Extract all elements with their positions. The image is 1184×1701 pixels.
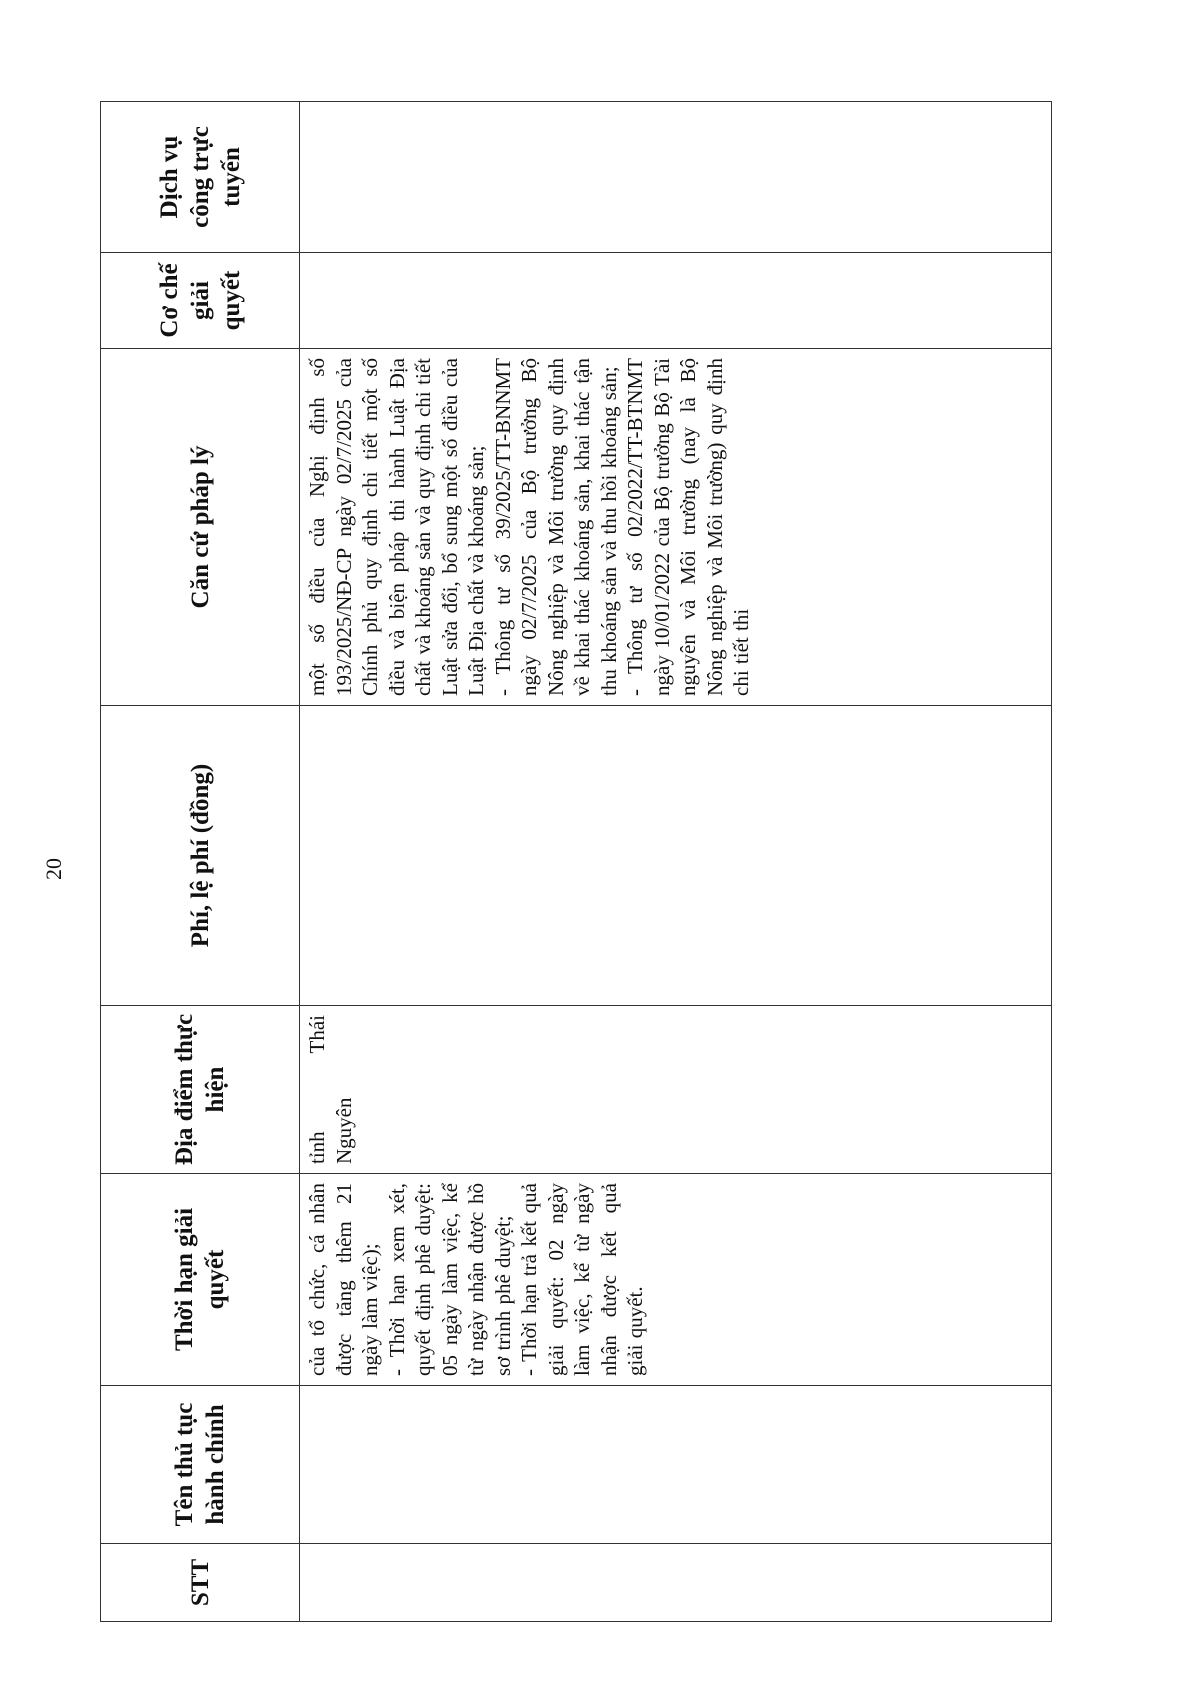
header-dia-diem: Địa điểm thực hiện [101, 1006, 300, 1174]
cell-co-che [300, 253, 1052, 349]
cell-can-cu-phap-ly [300, 349, 1052, 706]
header-ten-thu-tuc: Tên thủ tục hành chính [101, 1386, 300, 1544]
procedure-table [100, 101, 1052, 1622]
header-co-che: Cơ chế giải quyết [101, 253, 300, 349]
header-row [101, 102, 300, 1622]
cell-dich-vu [300, 102, 1052, 253]
thoi-han-para-1: của tổ chức, cá nhân được tăng thêm 21 ngày làm việc); [305, 1183, 382, 1376]
cell-stt [300, 1544, 1052, 1622]
thoi-han-para-2: - Thời hạn xem xét, quyết định phê duyệt: 05 ngày làm việc, kể từ ngày nhận được hồ sơ trình phê duyệt; [384, 1183, 515, 1376]
cell-phi-le-phi [300, 706, 1052, 1006]
cell-dia-diem [300, 1006, 1052, 1174]
header-can-cu-phap-ly: Căn cứ pháp lý [101, 349, 300, 706]
procedure-table-sheet [100, 102, 1052, 1622]
cell-ten-thu-tuc [300, 1386, 1052, 1544]
can-cu-para-2: - Thông tư số 39/2025/TT-BNNMT ngày 02/7/2025 của Bộ trưởng Bộ Nông nghiệp và Môi trường quy định về khai thác khoáng sản, khai thác tận thu khoáng sản và thu hồi khoáng sản; [490, 358, 621, 696]
dia-diem-text: tỉnh Thái Nguyên [305, 1015, 356, 1164]
page-number: 20 [41, 858, 66, 880]
header-thoi-han: Thời hạn giải quyết [101, 1174, 300, 1386]
header-phi-le-phi: Phí, lệ phí (đồng) [101, 706, 300, 1006]
cell-thoi-han [300, 1174, 1052, 1386]
header-dich-vu: Dịch vụ công trực tuyến [101, 102, 300, 253]
can-cu-para-1: một số điều của Nghị định số 193/2025/NĐ-CP ngày 02/7/2025 của Chính phủ quy định chi tiết một số điều và biện pháp thi hành Luật Địa chất và khoáng sản và quy định chi tiết Luật sửa đổi, bổ sung một số điều của Luật Địa chất và khoáng sản; [305, 358, 488, 696]
thoi-han-para-3: - Thời hạn trả kết quả giải quyết: 02 ngày làm việc, kể từ ngày nhận được kết quả giải quyết. [517, 1183, 647, 1376]
table-row [300, 102, 1052, 1622]
header-stt: STT [101, 1544, 300, 1622]
can-cu-para-3: - Thông tư số 02/2022/TT-BTNMT ngày 10/01/2022 của Bộ trưởng Bộ Tài nguyên và Môi trường (nay là Bộ Nông nghiệp và Môi trường) quy định chi tiết thi [623, 358, 753, 696]
